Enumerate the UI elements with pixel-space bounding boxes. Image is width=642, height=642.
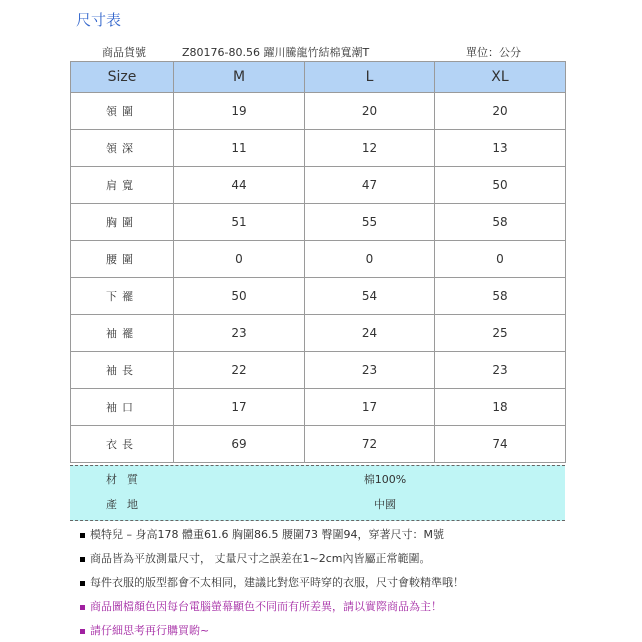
table-cell: 25 [435, 315, 566, 352]
table-cell: 19 [174, 93, 305, 130]
table-cell: 0 [305, 241, 435, 278]
note-item [80, 622, 209, 638]
bullet-square-icon [80, 533, 85, 538]
bullet-square-icon [80, 629, 85, 634]
table-cell: 58 [435, 204, 566, 241]
table-cell: 13 [435, 130, 566, 167]
note-item [80, 550, 430, 566]
row-label: 袖口 [71, 389, 174, 426]
table-header-row [71, 62, 566, 93]
row-label: 肩寬 [71, 167, 174, 204]
table-cell: 22 [174, 352, 305, 389]
table-cell: 74 [435, 426, 566, 463]
table-row [71, 93, 566, 130]
table-cell: 23 [435, 352, 566, 389]
table-row [71, 278, 566, 315]
table-cell: 47 [305, 167, 435, 204]
note-text: 模特兒 – 身高178 體重61.6 胸圍86.5 腰圍73 臀圍94，穿著尺寸：M號 [90, 528, 444, 541]
table-row [71, 315, 566, 352]
table-cell: 72 [305, 426, 435, 463]
row-label: 下襬 [71, 278, 174, 315]
note-text: 每件衣服的版型都會不太相同，建議比對您平時穿的衣服，尺寸會較精準哦！ [90, 576, 464, 589]
row-label: 領深 [71, 130, 174, 167]
row-label: 腰圍 [71, 241, 174, 278]
table-row [71, 167, 566, 204]
table-cell: 24 [305, 315, 435, 352]
origin-value: 中國 [374, 498, 396, 511]
table-cell: 20 [435, 93, 566, 130]
table-row [71, 130, 566, 167]
size-table [70, 61, 566, 463]
origin-label: 產地 [106, 498, 148, 511]
column-header: Size [71, 62, 174, 93]
table-cell: 54 [305, 278, 435, 315]
table-cell: 17 [305, 389, 435, 426]
material-row [70, 471, 565, 493]
origin-row [70, 496, 565, 518]
row-label: 袖襬 [71, 315, 174, 352]
table-cell: 69 [174, 426, 305, 463]
row-label: 衣長 [71, 426, 174, 463]
column-header: XL [435, 62, 566, 93]
table-cell: 23 [305, 352, 435, 389]
note-text: 商品皆為平放測量尺寸， 丈量尺寸之誤差在1~2cm內皆屬正常範圍。 [90, 552, 431, 565]
table-cell: 50 [174, 278, 305, 315]
table-cell: 12 [305, 130, 435, 167]
table-row [71, 389, 566, 426]
column-header: M [174, 62, 305, 93]
table-cell: 23 [174, 315, 305, 352]
table-cell: 18 [435, 389, 566, 426]
table-cell: 20 [305, 93, 435, 130]
product-name: Z80176-80.56 躍川騰龍竹結棉寬潮T [182, 46, 370, 59]
table-row [71, 241, 566, 278]
page-title: 尺寸表 [76, 11, 122, 29]
product-code-label: 商品貨號 [102, 46, 146, 59]
row-label: 袖長 [71, 352, 174, 389]
row-label: 領圍 [71, 93, 174, 130]
column-header: L [305, 62, 435, 93]
table-cell: 51 [174, 204, 305, 241]
table-row [71, 204, 566, 241]
bullet-square-icon [80, 605, 85, 610]
table-cell: 50 [435, 167, 566, 204]
bullet-square-icon [80, 557, 85, 562]
material-label: 材質 [106, 473, 148, 486]
row-label: 胸圍 [71, 204, 174, 241]
note-item [80, 574, 464, 590]
table-cell: 0 [435, 241, 566, 278]
table-cell: 44 [174, 167, 305, 204]
material-origin-panel [70, 465, 565, 521]
bullet-square-icon [80, 581, 85, 586]
table-cell: 58 [435, 278, 566, 315]
unit-label: 單位：公分 [466, 46, 521, 59]
table-cell: 17 [174, 389, 305, 426]
table-cell: 11 [174, 130, 305, 167]
table-row [71, 352, 566, 389]
table-row [71, 426, 566, 463]
note-item [80, 526, 444, 542]
material-value: 棉100% [363, 473, 407, 486]
note-item [80, 598, 442, 614]
note-text: 商品圖檔顏色因每台電腦螢幕顯色不同而有所差異，請以實際商品為主！ [90, 600, 442, 613]
table-cell: 55 [305, 204, 435, 241]
note-text: 請仔細思考再行購買喲~ [90, 624, 210, 637]
table-cell: 0 [174, 241, 305, 278]
